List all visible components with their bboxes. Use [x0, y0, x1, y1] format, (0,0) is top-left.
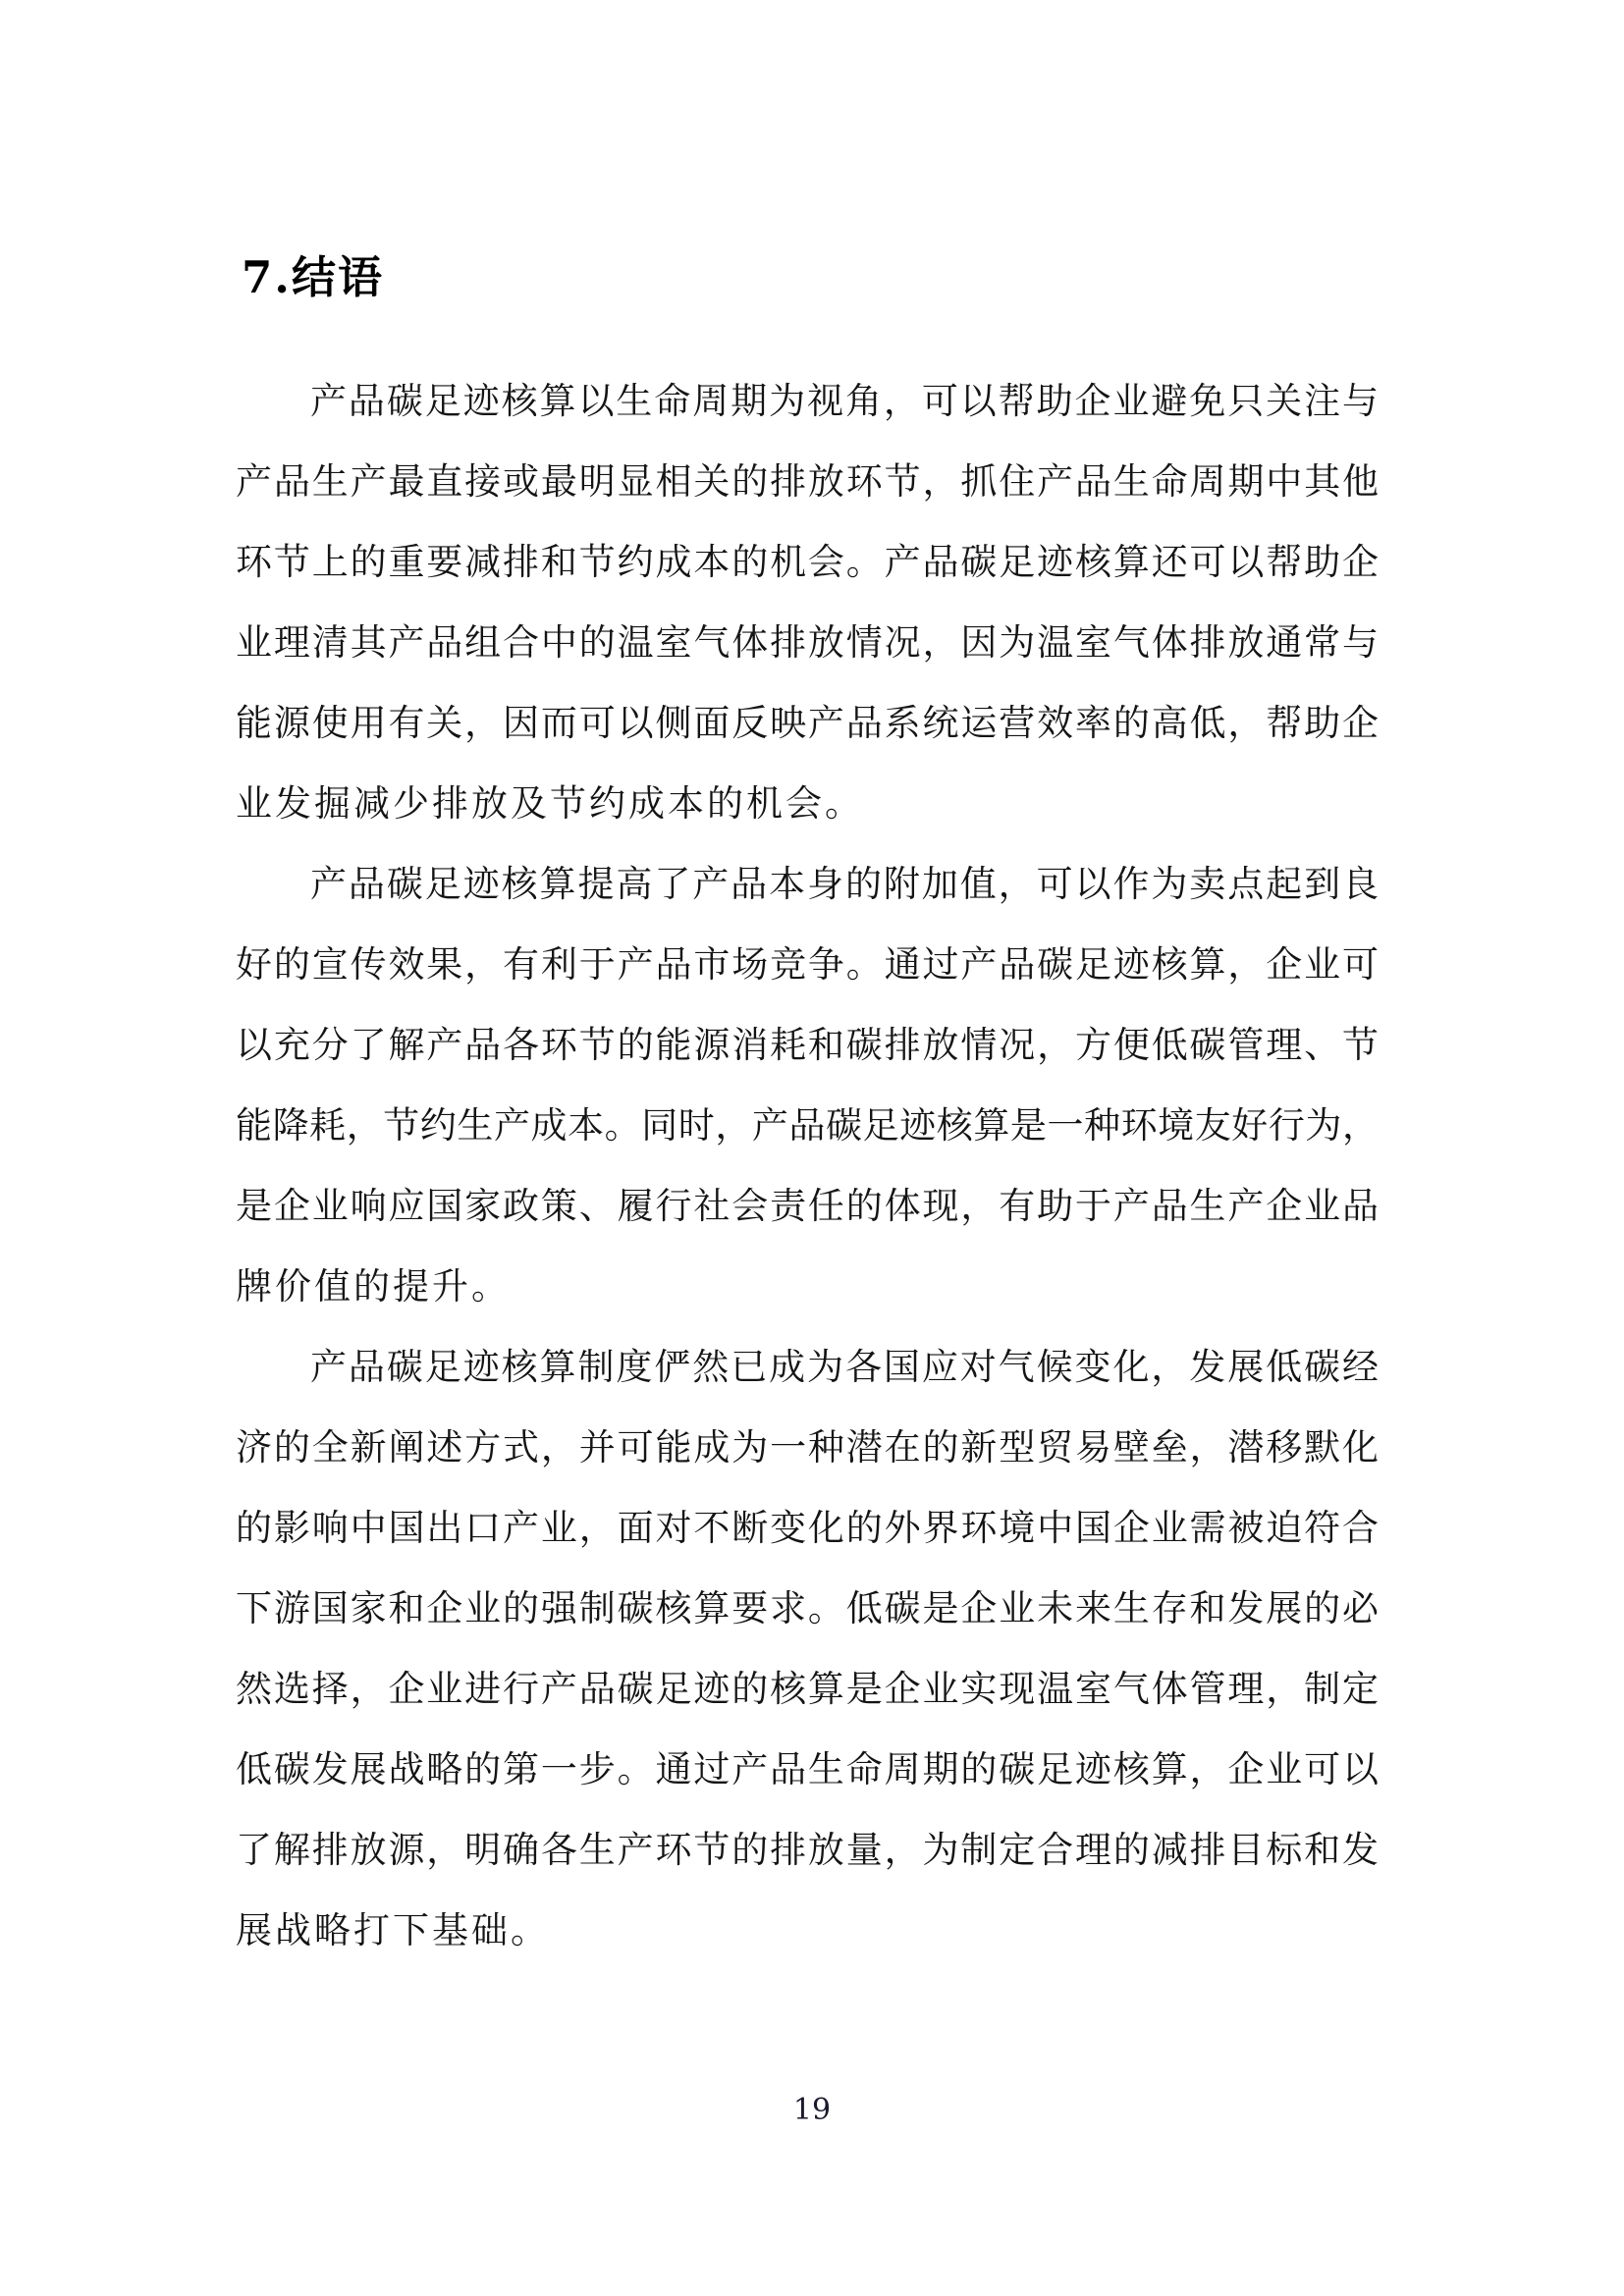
- text-line: 以充分了解产品各环节的能源消耗和碳排放情况，方便低碳管理、节: [236, 1024, 1379, 1066]
- text-line: 好的宣传效果，有利于产品市场竞争。通过产品碳足迹核算，企业可: [236, 943, 1379, 986]
- text-line: 产品碳足迹核算以生命周期为视角，可以帮助企业避免只关注与: [310, 380, 1379, 422]
- text-line: 能降耗，节约生产成本。同时，产品碳足迹核算是一种环境友好行为，: [236, 1104, 1379, 1147]
- text-line: 业发掘减少排放及节约成本的机会。: [236, 782, 864, 825]
- page-number: 19: [792, 2093, 832, 2127]
- body-paragraph-1: [236, 361, 1379, 844]
- text-line: 济的全新阐述方式，并可能成为一种潜在的新型贸易壁垒，潜移默化: [236, 1426, 1379, 1468]
- text-line: 展战略打下基础。: [236, 1909, 550, 1951]
- text-line: 牌价值的提升。: [236, 1265, 511, 1308]
- body-text: [236, 361, 1379, 1971]
- text-line: 环节上的重要减排和节约成本的机会。产品碳足迹核算还可以帮助企: [236, 541, 1379, 583]
- page-footer: [0, 2091, 1624, 2130]
- text-line: 产品生产最直接或最明显相关的排放环节，抓住产品生命周期中其他: [236, 460, 1379, 503]
- text-line: 产品碳足迹核算提高了产品本身的附加值，可以作为卖点起到良: [310, 863, 1379, 905]
- text-line: 业理清其产品组合中的温室气体排放情况，因为温室气体排放通常与: [236, 621, 1379, 664]
- text-line: 低碳发展战略的第一步。通过产品生命周期的碳足迹核算，企业可以: [236, 1748, 1379, 1790]
- text-line: 的影响中国出口产业，面对不断变化的外界环境中国企业需被迫符合: [236, 1507, 1379, 1549]
- text-line: 能源使用有关，因而可以侧面反映产品系统运营效率的高低，帮助企: [236, 702, 1379, 744]
- text-line: 下游国家和企业的强制碳核算要求。低碳是企业未来生存和发展的必: [236, 1587, 1379, 1629]
- text-line: 产品碳足迹核算制度俨然已成为各国应对气候变化，发展低碳经: [310, 1346, 1379, 1388]
- body-paragraph-3: [236, 1327, 1379, 1971]
- section-heading: 7.结语: [242, 251, 384, 303]
- text-line: 然选择，企业进行产品碳足迹的核算是企业实现温室气体管理，制定: [236, 1668, 1379, 1710]
- page-content: [236, 251, 1379, 1971]
- text-line: 了解排放源，明确各生产环节的排放量，为制定合理的减排目标和发: [236, 1829, 1379, 1871]
- body-paragraph-2: [236, 844, 1379, 1327]
- text-line: 是企业响应国家政策、履行社会责任的体现，有助于产品生产企业品: [236, 1185, 1379, 1227]
